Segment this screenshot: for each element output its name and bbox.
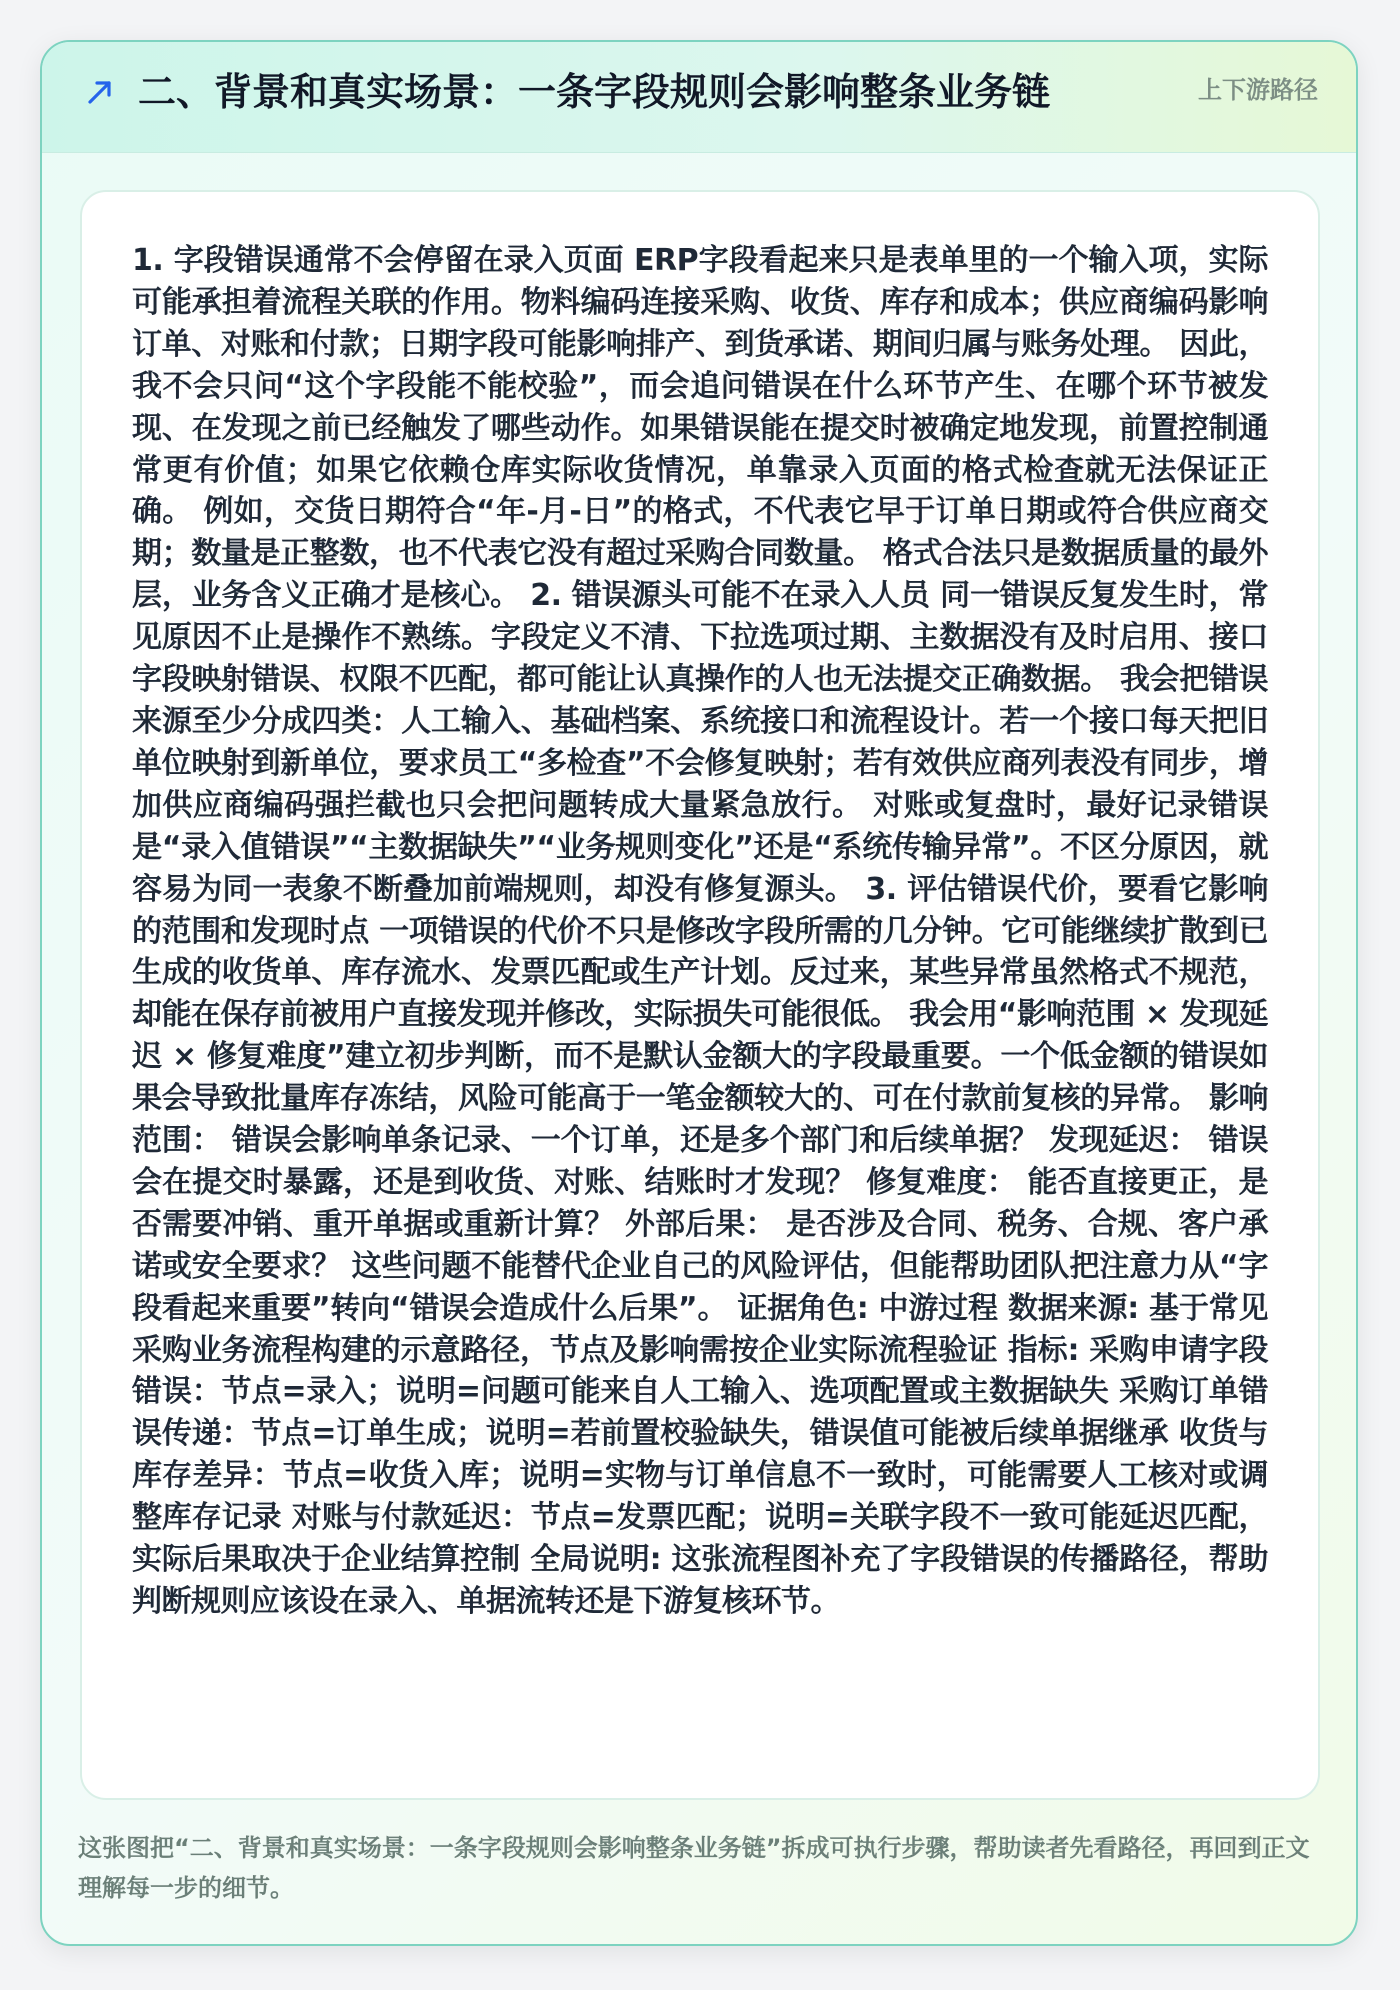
section-tag: 上下游路径 [1198, 76, 1318, 104]
body-paragraph: 1. 字段错误通常不会停留在录入页面 ERP字段看起来只是表单里的一个输入项，实际可能承担着流程关联的作用。物料编码连接采购、收货、库存和成本；供应商编码影响订单、对账和付款；日期字段可能影响排产、到货承诺、期间归属与账务处理。 因此，我不会只问“这个字段能不能校验”，而会追问错误在什么环节产生、在哪个环节被发现、在发现之前已经触发了哪些动作。如果错误能在提交时被确定地发现，前置控制通常更有价值；如果它依赖仓库实际收货情况，单靠录入页面的格式检查就无法保证正确。 例如，交货日期符合“年-月-日”的格式，不代表它早于订单日期或符合供应商交期；数量是正整数，也不代表它没有超过采购合同数量。 格式合法只是数据质量的最外层，业务含义正确才是核心。 2. 错误源头可能不在录入人员 同一错误反复发生时，常见原因不止是操作不熟练。字段定义不清、下拉选项过期、主数据没有及时启用、接口字段映射错误、权限不匹配，都可能让认真操作的人也无法提交正确数据。 我会把错误来源至少分成四类：人工输入、基础档案、系统接口和流程设计。若一个接口每天把旧单位映射到新单位，要求员工“多检查”不会修复映射；若有效供应商列表没有同步，增加供应商编码强拦截也只会把问题转成大量紧急放行。 对账或复盘时，最好记录错误是“录入值错误”“主数据缺失”“业务规则变化”还是“系统传输异常”。不区分原因，就容易为同一表象不断叠加前端规则，却没有修复源头。 3. 评估错误代价，要看它影响的范围和发现时点 一项错误的代价不只是修改字段所需的几分钟。它可能继续扩散到已生成的收货单、库存流水、发票匹配或生产计划。反过来，某些异常虽然格式不规范，却能在保存前被用户直接发现并修改，实际损失可能很低。 我会用“影响范围 × 发现延迟 × 修复难度”建立初步判断，而不是默认金额大的字段最重要。一个低金额的错误如果会导致批量库存冻结，风险可能高于一笔金额较大的、可在付款前复核的异常。 影响范围： 错误会影响单条记录、一个订单，还是多个部门和后续单据？ 发现延迟： 错误会在提交时暴露，还是到收货、对账、结账时才发现？ 修复难度： 能否直接更正，是否需要冲销、重开单据或重新计算？ 外部后果： 是否涉及合同、税务、合规、客户承诺或安全要求？ 这些问题不能替代企业自己的风险评估，但能帮助团队把注意力从“字段看起来重要”转向“错误会造成什么后果”。 证据角色: 中游过程 数据来源: 基于常见采购业务流程构建的示意路径，节点及影响需按企业实际流程验证 指标: 采购申请字段错误：节点=录入；说明=问题可能来自人工输入、选项配置或主数据缺失 采购订单错误传递：节点=订单生成；说明=若前置校验缺失，错误值可能被后续单据继承 收货与库存差异：节点=收货入库；说明=实物与订单信息不一致时，可能需要人工核对或调整库存记录 对账与付款延迟：节点=发票匹配；说明=关联字段不一致可能延迟匹配，实际后果取决于企业结算控制 全局说明: 这张流程图补充了字段错误的传播路径，帮助判断规则应该设在录入、单据流转还是下游复核环节。 [132, 243, 1268, 1619]
trend-arrow-icon [84, 76, 116, 108]
figure-caption: 这张图把“二、背景和真实场景：一条字段规则会影响整条业务链”拆成可执行步骤，帮助读者先看路径，再回到正文理解每一步的细节。 [78, 1834, 1310, 1902]
section-card [40, 40, 1358, 1946]
content-panel [80, 190, 1320, 1800]
section-title: 二、背景和真实场景：一条字段规则会影响整条业务链 [138, 70, 1051, 114]
section-header [42, 42, 1356, 153]
